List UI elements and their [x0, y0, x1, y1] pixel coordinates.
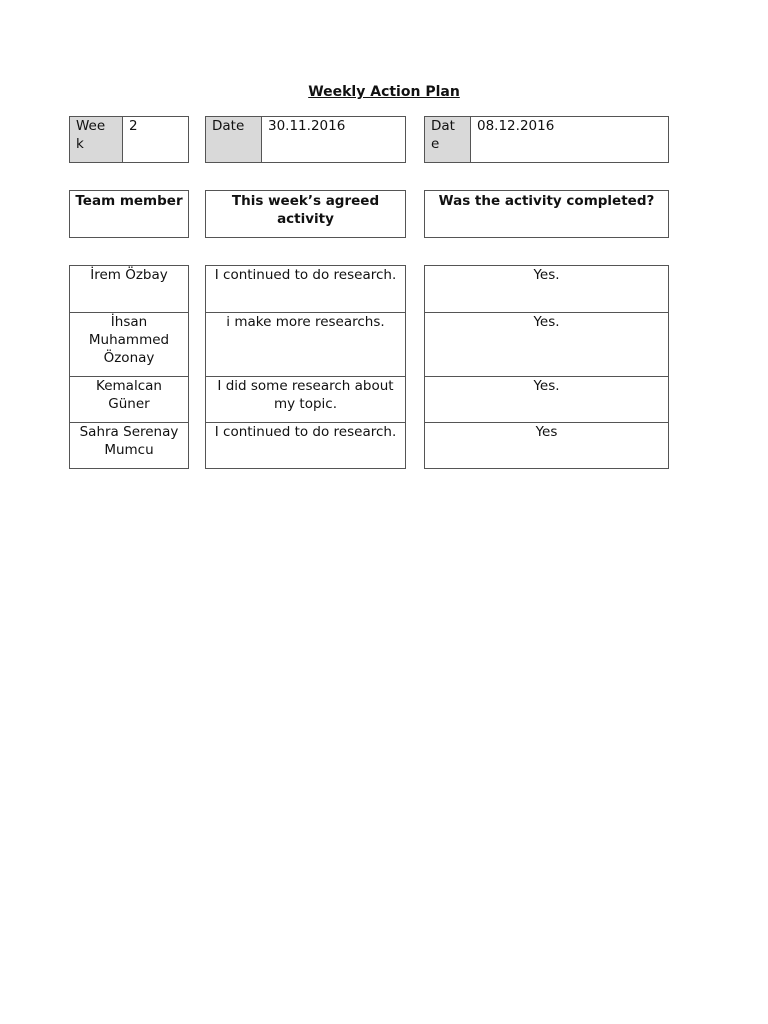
completed-cell: Yes.	[425, 312, 668, 376]
header-team-member: Team member	[69, 190, 189, 238]
completed-cell: Yes.	[533, 267, 560, 283]
page-title: Weekly Action Plan	[308, 84, 460, 100]
due-date-label: Dat e	[425, 117, 471, 162]
completed-cell: Yes.	[425, 376, 668, 422]
date-box	[205, 116, 406, 163]
completed-cell: Yes	[425, 422, 668, 468]
member-cell: Kemalcan Güner	[70, 376, 188, 422]
header-activity: This week’s agreed activity	[205, 190, 406, 238]
week-label: Wee k	[70, 117, 123, 162]
completed-column	[424, 265, 669, 469]
activity-cell: I did some research about my topic.	[206, 376, 405, 422]
week-box	[69, 116, 189, 163]
activity-cell: i make more researchs.	[206, 312, 405, 376]
member-cell: İrem Özbay	[90, 267, 168, 283]
due-date-box	[424, 116, 669, 163]
due-date-value: 08.12.2016	[477, 118, 555, 134]
activity-cell: I continued to do research.	[214, 267, 397, 283]
activity-cell: I continued to do research.	[206, 422, 405, 468]
member-cell: Sahra Serenay Mumcu	[70, 422, 188, 468]
activity-column	[205, 265, 406, 469]
header-completed: Was the activity completed?	[424, 190, 669, 238]
date-value: 30.11.2016	[268, 118, 346, 134]
date-label: Date	[206, 117, 262, 162]
member-column	[69, 265, 189, 469]
member-cell: İhsan Muhammed Özonay	[70, 312, 188, 376]
week-value: 2	[129, 118, 138, 134]
